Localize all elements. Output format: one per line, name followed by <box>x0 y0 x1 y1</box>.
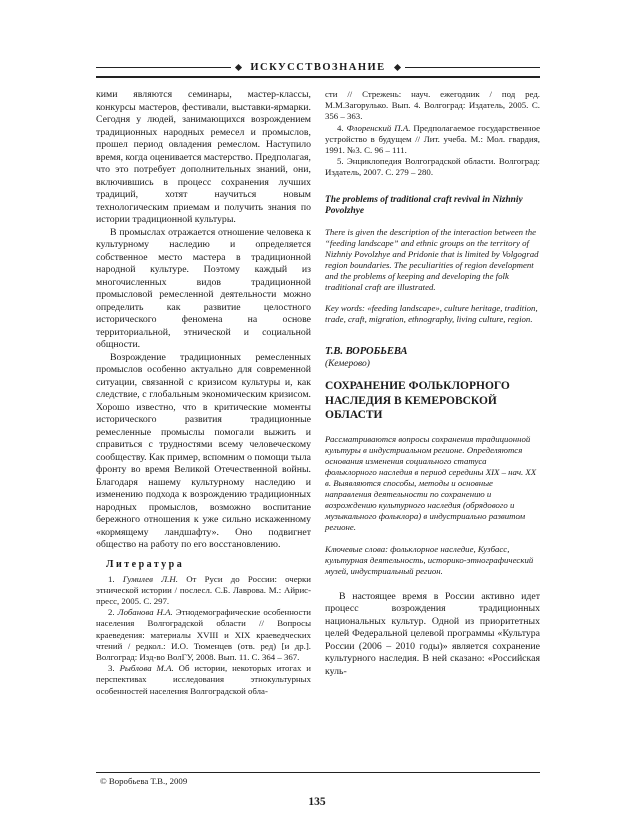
reference-continuation: сти // Стрежень: науч. ежегодник / под ред. М.М.Загорулько. Вып. 4. Волгоград: Издатель, 2005. С. 356 – 363. <box>325 89 540 122</box>
reference-text: Этнодемографические особенности населения Волгоградской области // Вопросы краеведения: материалы XVIII и XIX краеведческих чтений / редкол.: И.О. Тюменцев (отв. ред) [и др.]. Волгоград: Изд-во ВолГУ, 2008. Вып. 11. С. 364 – 367. <box>96 607 311 662</box>
page-footer <box>96 772 540 786</box>
author-block <box>325 345 540 370</box>
reference-item <box>325 156 540 178</box>
diamond-icon <box>235 64 242 71</box>
header-rule-bottom <box>96 76 540 78</box>
reference-number: 3. <box>108 663 120 674</box>
section-title: ИСКУССТВОЗНАНИЕ <box>250 62 386 73</box>
english-abstract-title: The problems of traditional craft revival in Nizhniy Povolzhye <box>325 194 523 217</box>
left-column <box>96 89 311 697</box>
footer-rule <box>96 772 540 773</box>
paragraph: В промыслах отражается отношение человека к культурному наследию и определяется собственное место мастера в традиционной народной культуре. Поэтому каждый из многочисленных видов традиционной промысловой ремесленной деятельности можно определить как развитие целостного исторического феномена на основе территориальной, этнической и социальной общности. <box>96 226 311 350</box>
russian-keywords: Ключевые слова: фольклорное наследие, Кузбасс, культурная деятельность, историко-этнографический музей, индустриальный регион. <box>325 543 534 576</box>
russian-abstract: Рассматриваются вопросы сохранения традиционной культуры в индустриальном регионе. Определяются основания изменения социального статуса фольклорного наследия в период середины XIX – нач. XX в. Выявляются способы, методы и основные направления деятельности по сохранению и возрождению культурного наследия (обрядового и музыкального фольклора) в индустриально развитом регионе. <box>325 433 537 532</box>
paragraph: Возрождение традиционных ремесленных промыслов особенно актуально для современной ситуации, связанной с кризисом культуры и, как следствие, с глобальным экономическим кризисом. Хорошо известно, что в критические моменты исторического развития традиционные ремесленные промыслы помогали выжить и справиться с трудностями всему человеческому сообществу. Как пример, вспомним о помощи тыла фронту во время Великой Отечественной войны. Благодаря нашему культурному наследию и изменению подхода к возрождению традиционных народных промыслов, возможно воспитание бережного отношения к уже сильно искаженному «кормящему ландшафту». Оно подвигнет общество на работу по его восстановлению. <box>96 351 311 550</box>
header-rule-left <box>96 67 231 68</box>
reference-text: Об истории, некоторых итогах и перспективах исследования этнокультурных особенностей населения Волгоградской обла- <box>96 663 312 696</box>
reference-author: Гумилев Л.Н. <box>122 573 178 584</box>
copyright-notice: © Воробьева Т.В., 2009 <box>100 776 188 786</box>
reference-number: 1. <box>108 573 123 584</box>
right-column <box>325 89 540 697</box>
reference-item <box>96 607 311 663</box>
reference-item <box>96 574 311 608</box>
reference-item <box>325 123 540 157</box>
page-content <box>96 62 540 768</box>
page-number: 135 <box>308 796 326 808</box>
reference-text: От Руси до России: очерки этнической истории / послесл. С.Б. Лаврова. М.: Айрис-пресс, 2005. С. 297. <box>96 573 312 606</box>
reference-number: 2. <box>108 607 118 618</box>
literature-heading: Литература <box>106 558 185 570</box>
reference-item <box>96 663 311 697</box>
article-title: СОХРАНЕНИЕ ФОЛЬКЛОРНОГО НАСЛЕДИЯ В КЕМЕРОВСКОЙ ОБЛАСТИ <box>325 380 510 422</box>
article-body-paragraph: В настоящее время в России активно идет процесс возрождения традиционных национальных культур. Одной из приоритетных целей Федеральной целевой программы «Культура России (2006 – 2010 годы)» является сохранение культурного наследия. В ней сказано: «Российская куль- <box>325 590 540 677</box>
author-city: (Кемерово) <box>325 359 370 370</box>
reference-number: 4. <box>337 122 347 133</box>
header-rule-right <box>405 67 540 68</box>
reference-number: 5. <box>337 156 347 167</box>
author-name: Т.В. ВОРОБЬЕВА <box>325 346 408 358</box>
paragraph: кими являются семинары, мастер-классы, конкурсы мастеров, фестивали, выставки-ярмарки. Сегодня у людей, занимающихся возрождением традиционных народных ремесел и промыслов, прошел период овладения ремеслом. Наступило время, когда оценивается мастерство. Предполагая, что это потребует дополнительных знаний, они, включившись в процесс сохранения лучших традиций, хотят научиться новым технологическим приемам и получить знания по истории традиционной культуры. <box>96 89 311 225</box>
two-column-layout <box>96 89 540 697</box>
reference-author: Рыблова М.А. <box>119 663 174 674</box>
reference-text: Энциклопедия Волгоградской области. Волгоград: Издатель, 2007. С. 279 – 280. <box>325 156 540 178</box>
page-header <box>96 62 540 73</box>
english-abstract: There is given the description of the interaction between the “feeding landscape” and ethnic groups on the territory of Nizhniy Povolzhye and Pridonie that is limited by Volgograd region boundaries. The peculiarities of region development and the problems of keeping and developing the folk traditional craft are illustrated. <box>325 227 539 293</box>
english-keywords: Key words: «feeding landscape», culture heritage, tradition, trade, craft, migration, ethnography, living culture, region. <box>325 303 538 325</box>
reference-text: Предполагаемое государственное устройство в будущем // Лит. учеба. М.: Мол. гвардия, 1991. №3. С. 96 – 111. <box>325 122 540 156</box>
diamond-icon <box>394 64 401 71</box>
reference-author: Лобанова Н.А. <box>117 607 173 618</box>
reference-author: Флоренский П.А. <box>346 122 411 133</box>
